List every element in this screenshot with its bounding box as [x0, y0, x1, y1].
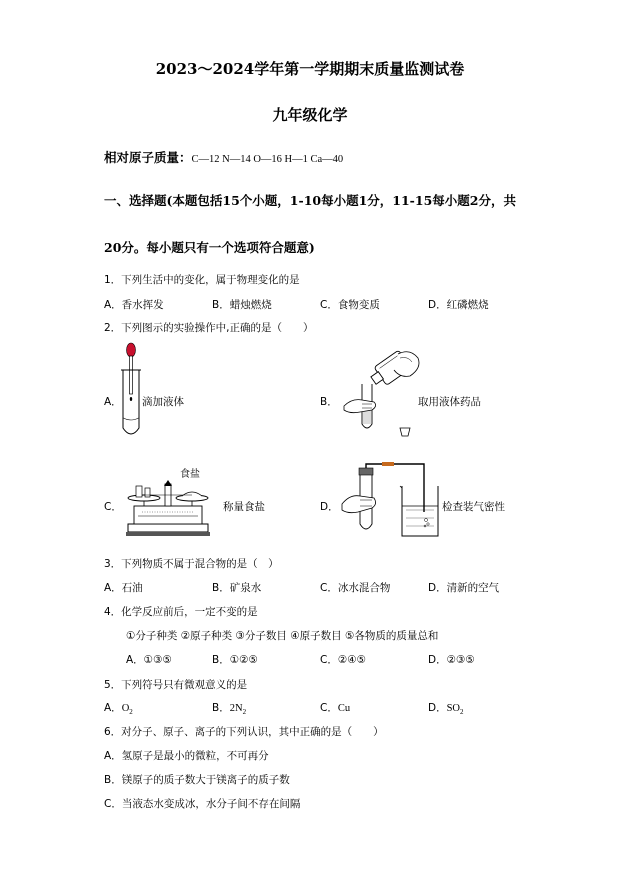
q5-c-letter: C． — [320, 702, 338, 714]
q4-option-a: A．①③⑤ — [126, 654, 172, 666]
q4-stem: 4．化学反应前后，一定不变的是 — [104, 606, 258, 618]
q5-b-formula: 2N — [229, 703, 243, 714]
atomic-mass-values: C—12 N—14 O—16 H—1 Ca—40 — [191, 154, 344, 165]
q6-stem: 6．对分子、原子、离子的下列认识，其中正确的是（ ） — [104, 726, 384, 738]
q4-items: ①分子种类 ②原子种类 ③分子数目 ④原子数目 ⑤各物质的质量总和 — [126, 630, 439, 642]
airtightness-illustration — [340, 460, 440, 540]
q3-option-c: C．冰水混合物 — [320, 582, 391, 594]
q3-stem: 3．下列物质不属于混合物的是（ ） — [104, 558, 279, 570]
exam-title: 2023～2024学年第一学期期末质量监测试卷 — [155, 60, 465, 78]
q5-b-subscript: 2 — [242, 708, 247, 717]
q1-option-a: A．香水挥发 — [104, 299, 164, 311]
q4-option-c: C．②④⑤ — [320, 654, 367, 666]
q1-stem: 1．下列生活中的变化，属于物理变化的是 — [104, 274, 300, 286]
pouring-liquid-illustration — [338, 346, 428, 438]
q2-a-text: 滴加液体 — [142, 396, 184, 408]
atomic-mass-line — [104, 147, 343, 166]
q5-option-d — [428, 700, 464, 716]
q2-d-text: 检查装气密性 — [442, 501, 505, 513]
q2-d-letter: D． — [320, 501, 339, 513]
exam-subject: 九年级化学 — [272, 106, 348, 124]
q3-option-b: B．矿泉水 — [212, 582, 262, 594]
q2-stem: 2．下列图示的实验操作中,正确的是（ ） — [104, 322, 314, 334]
q5-a-subscript: 2 — [129, 708, 133, 717]
q6-option-b: B．镁原子的质子数大于镁离子的质子数 — [104, 774, 290, 786]
q2-b-letter: B． — [320, 396, 338, 408]
q2-c-letter: C． — [104, 501, 122, 513]
q5-c-formula: Cu — [337, 703, 351, 714]
q5-d-subscript: 2 — [460, 708, 464, 717]
q2-a-letter: A． — [104, 396, 122, 408]
q5-option-b — [212, 700, 246, 716]
q5-a-letter: A． — [104, 702, 122, 714]
q4-option-d: D．②③⑤ — [428, 654, 475, 666]
section-heading-line1: 一、选择题(本题包括15个小题，1-10每小题1分，11-15每小题2分，共 — [104, 193, 516, 208]
q5-option-a — [104, 700, 133, 716]
q5-d-formula: SO — [446, 703, 461, 714]
q5-option-c — [320, 700, 350, 715]
q1-option-b: B．蜡烛燃烧 — [212, 299, 272, 311]
q5-stem: 5．下列符号只有微观意义的是 — [104, 679, 248, 691]
q5-b-letter: B． — [212, 702, 230, 714]
q3-option-a: A．石油 — [104, 582, 143, 594]
q2-c-label: 食盐 — [180, 469, 200, 480]
dropper-illustration — [118, 340, 148, 440]
q4-option-b: B．①②⑤ — [212, 654, 258, 666]
q2-b-text: 取用液体药品 — [418, 396, 481, 408]
q5-a-formula: O — [121, 703, 130, 714]
q1-option-c: C．食物变质 — [320, 299, 380, 311]
q1-option-d: D．红磷燃烧 — [428, 299, 489, 311]
q6-option-c: C．当液态水变成冰，水分子间不存在间隔 — [104, 798, 301, 810]
atomic-mass-label: 相对原子质量： — [104, 150, 192, 165]
section-heading-line2: 20分。每小题只有一个选项符合题意) — [104, 240, 315, 255]
balance-illustration — [120, 462, 220, 540]
q3-option-d: D．清新的空气 — [428, 582, 500, 594]
q5-d-letter: D． — [428, 702, 447, 714]
q6-option-a: A．氢原子是最小的微粒，不可再分 — [104, 750, 269, 762]
q2-c-text: 称量食盐 — [223, 501, 265, 513]
